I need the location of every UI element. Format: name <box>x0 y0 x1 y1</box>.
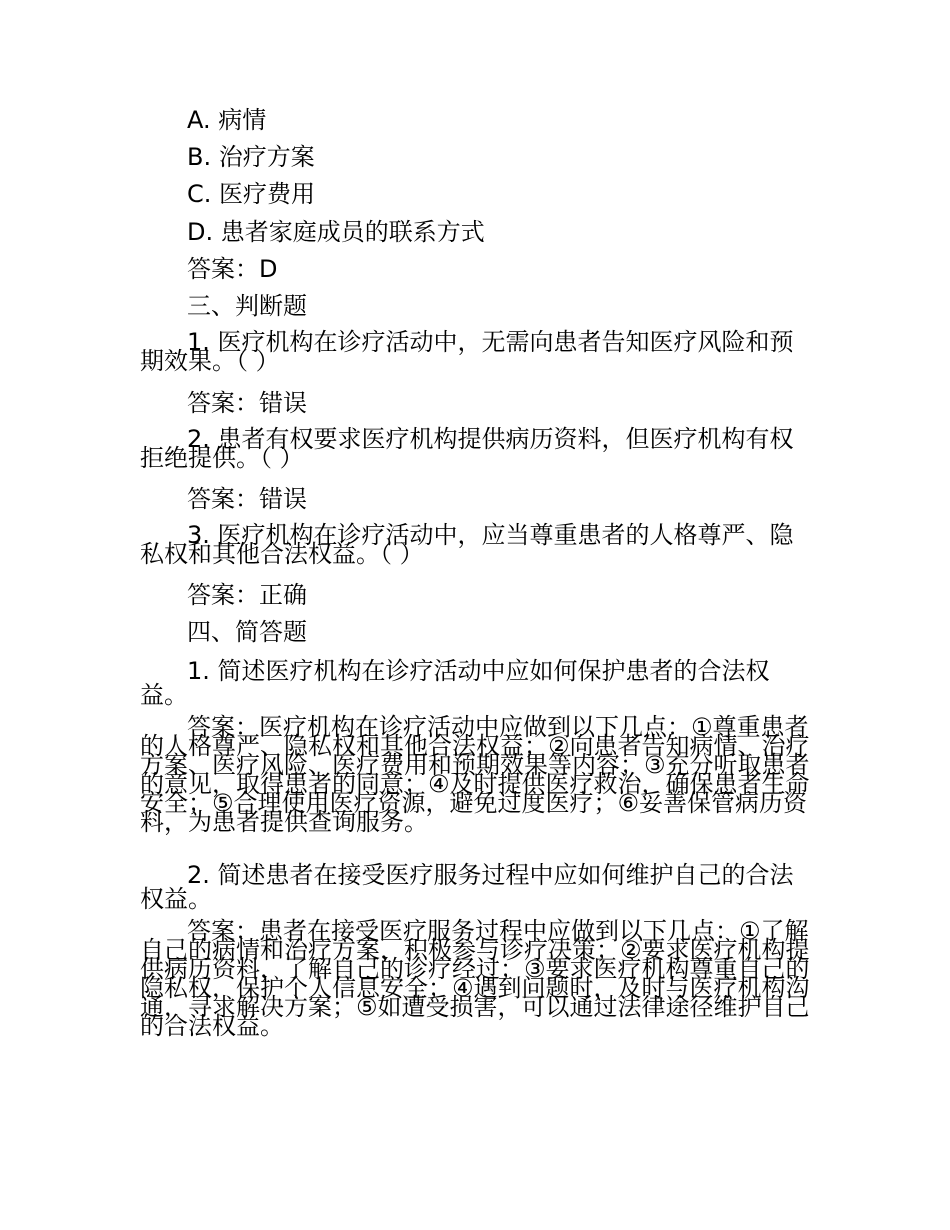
judgement-question-3: 3. 医疗机构在诊疗活动中，应当尊重患者的人格尊严、隐私权和其他合法权益。（ ） <box>140 521 794 568</box>
answer-choice: 答案：D <box>187 255 278 283</box>
option-d: D. 患者家庭成员的联系方式 <box>187 218 485 246</box>
judgement-answer-2: 答案：错误 <box>187 485 307 513</box>
short-answer-2: 答案：患者在接受医疗服务过程中应做到以下几点：①了解自己的病情和治疗方案，积极参与诊疗决策；②要求医疗机构提供病历资料，了解自己的诊疗经过；③要求医疗机构尊重自己的隐私权，保护个人信息安全；④遇到问题时，及时与医疗机构沟通，寻求解决方案；⑤如遭受损害，可以通过法律途径维护自己的合法权益。 <box>140 917 810 1040</box>
judgement-answer-3: 答案：正确 <box>187 581 307 609</box>
section-heading-judgement: 三、判断题 <box>187 292 307 320</box>
short-question-1: 1. 简述医疗机构在诊疗活动中应如何保护患者的合法权益。 <box>140 657 770 709</box>
option-a: A. 病情 <box>187 106 267 134</box>
option-b: B. 治疗方案 <box>187 143 315 171</box>
section-heading-short: 四、简答题 <box>187 618 307 646</box>
short-question-2: 2. 简述患者在接受医疗服务过程中应如何维护自己的合法权益。 <box>140 861 794 913</box>
judgement-question-2: 2. 患者有权要求医疗机构提供病历资料，但医疗机构有权拒绝提供。（ ） <box>140 425 794 472</box>
judgement-question-1: 1. 医疗机构在诊疗活动中，无需向患者告知医疗风险和预期效果。（ ） <box>140 328 794 375</box>
option-c: C. 医疗费用 <box>187 180 316 208</box>
short-answer-1: 答案：医疗机构在诊疗活动中应做到以下几点：①尊重患者的人格尊严、隐私权和其他合法权益；②向患者告知病情、治疗方案、医疗风险、医疗费用和预期效果等内容；③充分听取患者的意见，取得患者的同意；④及时提供医疗救治，确保患者生命安全；⑤合理使用医疗资源，避免过度医疗；⑥妥善保管病历资料，为患者提供查询服务。 <box>140 713 810 836</box>
judgement-answer-1: 答案：错误 <box>187 389 307 417</box>
